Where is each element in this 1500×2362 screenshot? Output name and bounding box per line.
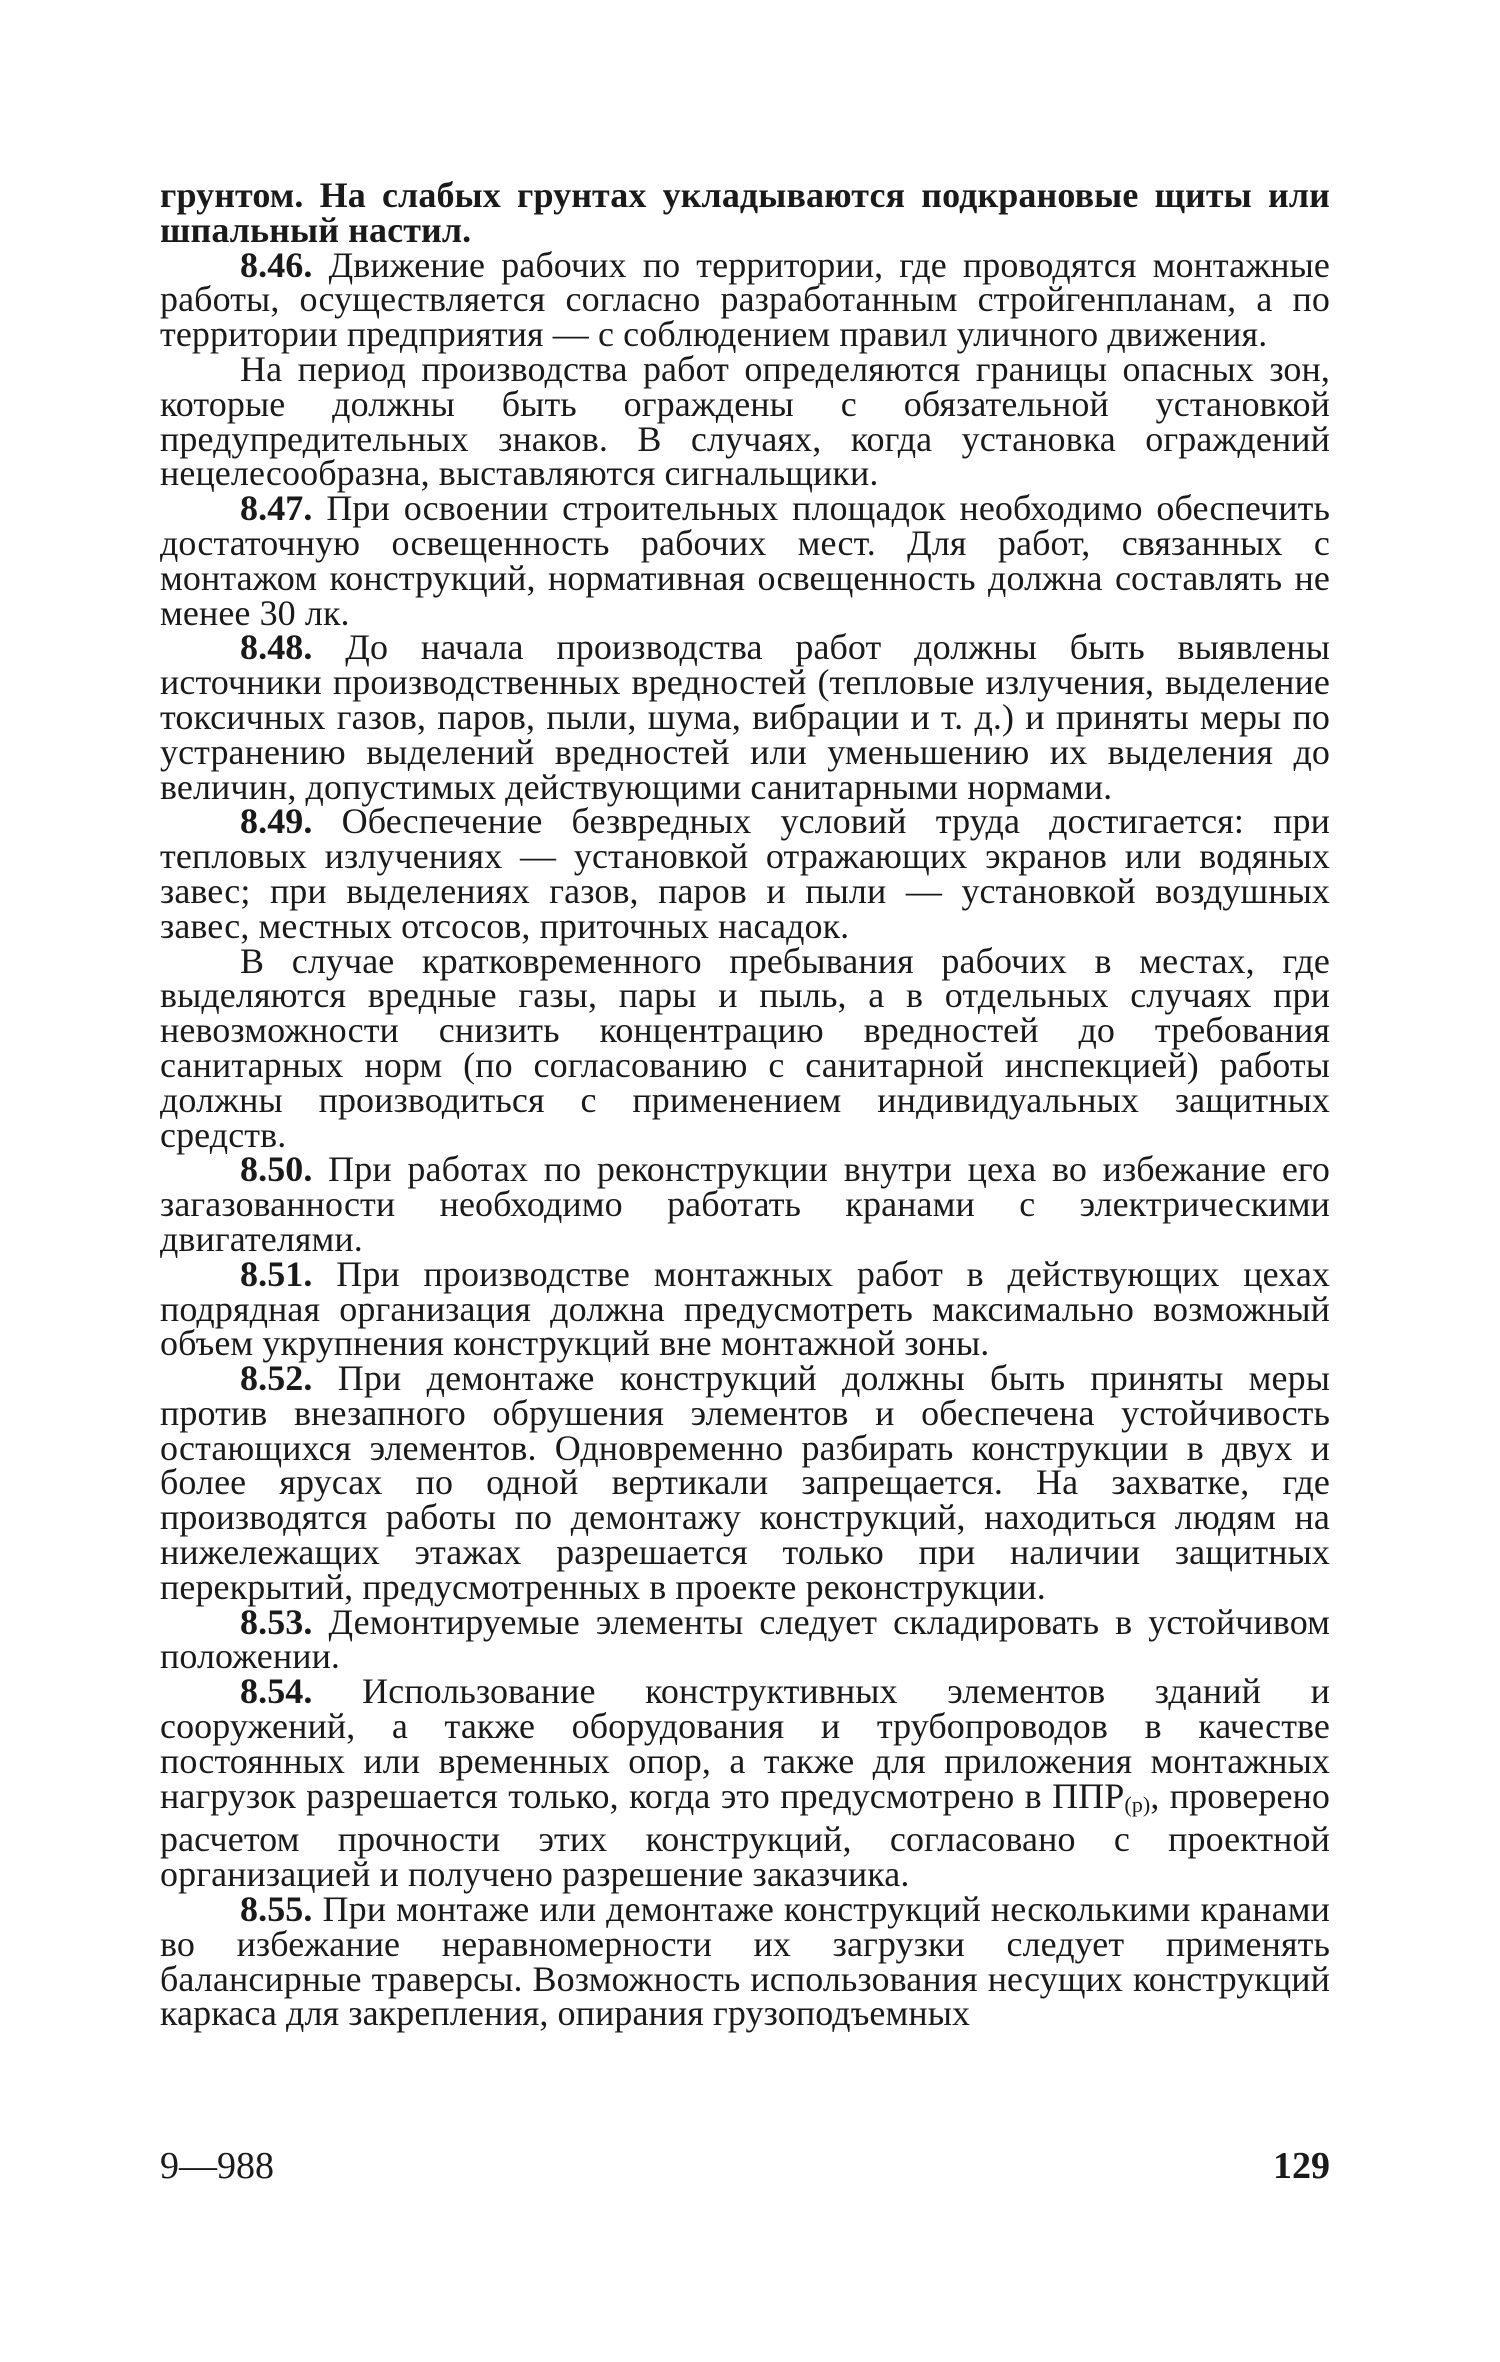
clause-number: 8.48. bbox=[240, 627, 313, 668]
clause-text-after: , проверено расчетом прочности этих конструкций, согласовано с проектной организацией и получено разрешение заказчика. bbox=[160, 1775, 1330, 1895]
clause-number: 8.52. bbox=[240, 1358, 313, 1399]
paragraph-text: грунтом. На слабых грунтах укладываются подкрановые щиты или шпальный настил. bbox=[160, 175, 1330, 250]
clause-number: 8.54. bbox=[240, 1671, 313, 1712]
clause-number: 8.55. bbox=[240, 1889, 313, 1930]
subscript-r: (р) bbox=[1124, 1791, 1151, 1817]
clause-number: 8.47. bbox=[240, 488, 313, 529]
paragraph-text: В случае кратковременного пребывания рабочих в местах, где выделяются вредные газы, пары и пыль, а в отдельных случаях при невозможности снизить концентрацию вредностей до требования санитарных норм (по согласованию с санитарной инспекцией) работы должны производиться с применением индивидуальных защитных средств. bbox=[160, 940, 1330, 1155]
clause-number: 8.50. bbox=[240, 1149, 313, 1190]
clause-number: 8.51. bbox=[240, 1253, 313, 1294]
clause-8-55 bbox=[160, 1889, 1330, 2034]
clause-text: При демонтаже конструкций должны быть приняты меры против внезапного обрушения элементов и обеспечена устойчивость остающихся элементов. Одновременно разбирать конструкции в двух и более ярусах по одной вертикали запрещается. На захватке, где производятся работы по демонтажу конструкций, находиться людям на нижележащих этажах разрешается только при наличии защитных перекрытий, предусмотренных в проекте реконструкции. bbox=[160, 1358, 1330, 1607]
clause-text: До начала производства работ должны быть выявлены источники производственных вредностей (тепловые излучения, выделение токсичных газов, паров, пыли, шума, вибрации и т. д.) и приняты меры по устранению выделений вредностей или уменьшению их выделения до величин, допустимых действующими санитарными нормами. bbox=[160, 627, 1330, 807]
clause-text: Обеспечение безвредных условий труда достигается: при тепловых излучениях — установкой отражающих экранов или водяных завес; при выделениях газов, паров и пыли — установкой воздушных завес, местных отсосов, приточных насадок. bbox=[160, 801, 1330, 946]
clause-text: При работах по реконструкции внутри цеха во избежание его загазованности необходимо работать кранами с электрическими двигателями. bbox=[160, 1149, 1330, 1259]
signature-mark: 9—988 bbox=[160, 2145, 274, 2187]
paragraph-danger-zones bbox=[160, 348, 1330, 494]
clause-8-54 bbox=[160, 1671, 1330, 1895]
paragraph-continuation bbox=[160, 175, 1330, 250]
page-body bbox=[160, 175, 1330, 2034]
clause-text: При производстве монтажных работ в действующих цехах подрядная организация должна предусмотреть максимально возможный объем укрупнения конструкций вне монтажной зоны. bbox=[160, 1253, 1330, 1364]
clause-number: 8.46. bbox=[240, 244, 313, 285]
clause-number: 8.49. bbox=[240, 801, 313, 842]
clause-8-46 bbox=[160, 244, 1330, 355]
page-number: 129 bbox=[1273, 2145, 1330, 2187]
paragraph-protective-means bbox=[160, 940, 1330, 1155]
clause-text: Демонтируемые элементы следует складировать в устойчивом положении. bbox=[160, 1601, 1330, 1677]
clause-8-52 bbox=[160, 1358, 1330, 1607]
clause-8-51 bbox=[160, 1253, 1330, 1364]
clause-text: Движение рабочих по территории, где проводятся монтажные работы, осуществляется согласно разработанным стройгенпланам, а по территории предприятия — с соблюдением правил уличного движения. bbox=[160, 244, 1330, 355]
clause-8-48 bbox=[160, 627, 1330, 807]
clause-text-before: Использование конструктивных элементов зданий и сооружений, а также оборудования и трубопроводов в качестве постоянных или временных опор, а также для приложения монтажных нагрузок разрешается только, когда это предусмотрено в ППР bbox=[160, 1671, 1330, 1816]
clause-8-50 bbox=[160, 1149, 1330, 1259]
clause-8-53 bbox=[160, 1601, 1330, 1677]
clause-8-47 bbox=[160, 488, 1330, 633]
clause-text: При освоении строительных площадок необходимо обеспечить достаточную освещенность рабочих мест. Для работ, связанных с монтажом конструкций, нормативная освещенность должна составлять не менее 30 лк. bbox=[160, 488, 1330, 633]
paragraph-text: На период производства работ определяются границы опасных зон, которые должны быть ограждены с обязательной установкой предупредительных знаков. В случаях, когда установка ограждений нецелесообразна, выставляются сигнальщики. bbox=[160, 348, 1330, 494]
clause-text: При монтаже или демонтаже конструкций несколькими кранами во избежание неравномерности их загрузки следует применять балансирные траверсы. Возможность использования несущих конструкций каркаса для закрепления, опирания грузоподъемных bbox=[160, 1889, 1330, 2034]
clause-8-49 bbox=[160, 801, 1330, 946]
clause-number: 8.53. bbox=[240, 1601, 313, 1642]
page-footer bbox=[160, 2144, 1330, 2194]
